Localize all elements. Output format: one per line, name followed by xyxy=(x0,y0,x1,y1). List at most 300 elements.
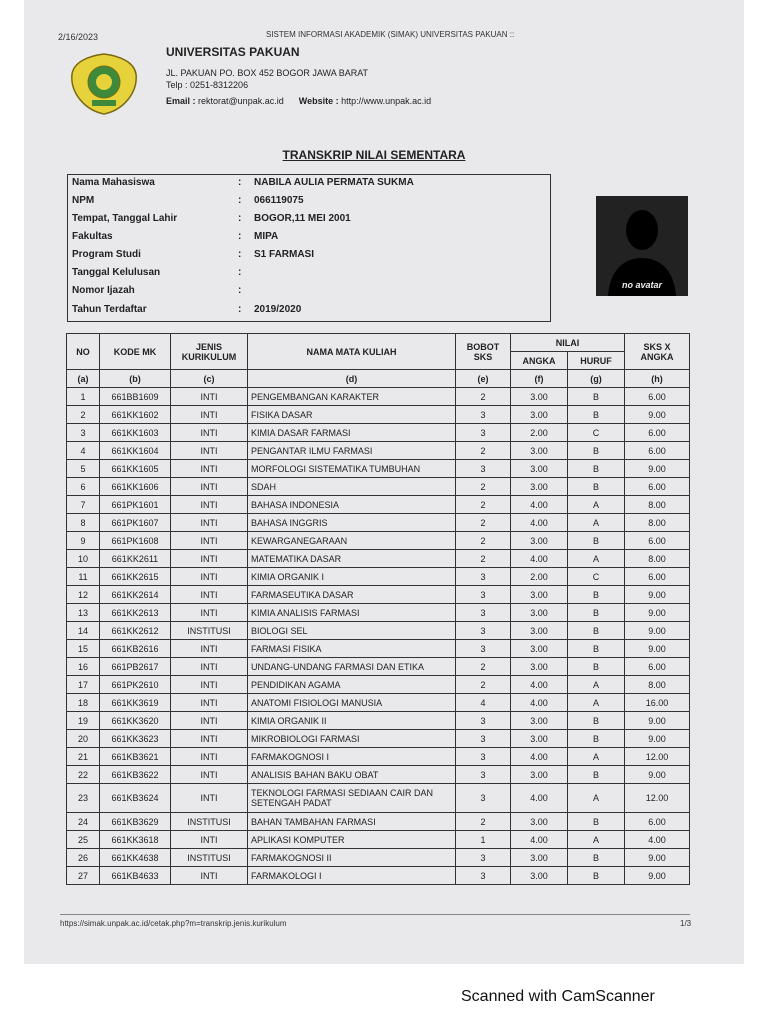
cell-kode: 661KK2615 xyxy=(100,568,171,586)
cell-total: 9.00 xyxy=(625,406,690,424)
cell-no: 22 xyxy=(67,766,100,784)
print-date: 2/16/2023 xyxy=(58,32,99,42)
info-value: MIPA xyxy=(254,231,279,242)
cell-kode: 661KK1606 xyxy=(100,478,171,496)
cell-huruf: A xyxy=(568,550,625,568)
cell-sks: 1 xyxy=(456,831,511,849)
cell-no: 13 xyxy=(67,604,100,622)
cell-kode: 661KK2611 xyxy=(100,550,171,568)
footer-divider xyxy=(60,914,690,915)
cell-kode: 661KB3624 xyxy=(100,784,171,813)
table-row xyxy=(67,478,690,496)
cell-no: 15 xyxy=(67,640,100,658)
cell-no: 23 xyxy=(67,784,100,813)
cell-angka: 4.00 xyxy=(511,784,568,813)
cell-kode: 661KK1603 xyxy=(100,424,171,442)
cell-kode: 661PK1601 xyxy=(100,496,171,514)
avatar-caption: no avatar xyxy=(621,280,663,290)
cell-angka: 3.00 xyxy=(511,730,568,748)
cell-total: 4.00 xyxy=(625,831,690,849)
cell-huruf: B xyxy=(568,406,625,424)
cell-sks: 2 xyxy=(456,388,511,406)
cell-sks: 3 xyxy=(456,406,511,424)
cell-huruf: A xyxy=(568,496,625,514)
cell-jenis: INTI xyxy=(171,496,248,514)
cell-angka: 4.00 xyxy=(511,496,568,514)
letter-cell: (c) xyxy=(171,370,248,388)
cell-kode: 661PK1607 xyxy=(100,514,171,532)
cell-kode: 661KK4638 xyxy=(100,849,171,867)
cell-jenis: INTI xyxy=(171,867,248,885)
info-label: Tahun Terdaftar xyxy=(72,304,147,315)
cell-jenis: INTI xyxy=(171,478,248,496)
cell-nama: KEWARGANEGARAAN xyxy=(248,532,456,550)
table-row xyxy=(67,712,690,730)
table-row xyxy=(67,766,690,784)
table-row xyxy=(67,424,690,442)
university-name: UNIVERSITAS PAKUAN xyxy=(166,45,300,59)
cell-nama: KIMIA ANALISIS FARMASI xyxy=(248,604,456,622)
cell-kode: 661KK3618 xyxy=(100,831,171,849)
cell-jenis: INTI xyxy=(171,460,248,478)
cell-no: 3 xyxy=(67,424,100,442)
cell-huruf: B xyxy=(568,849,625,867)
cell-total: 9.00 xyxy=(625,867,690,885)
cell-sks: 2 xyxy=(456,514,511,532)
cell-jenis: INTI xyxy=(171,730,248,748)
cell-kode: 661KB4633 xyxy=(100,867,171,885)
table-row xyxy=(67,748,690,766)
cell-total: 12.00 xyxy=(625,784,690,813)
cell-nama: FISIKA DASAR xyxy=(248,406,456,424)
letter-cell: (f) xyxy=(511,370,568,388)
student-info-box xyxy=(67,174,551,322)
cell-jenis: INTI xyxy=(171,831,248,849)
info-colon: : xyxy=(238,213,242,224)
cell-angka: 3.00 xyxy=(511,604,568,622)
cell-total: 8.00 xyxy=(625,514,690,532)
cell-kode: 661KK3623 xyxy=(100,730,171,748)
cell-huruf: B xyxy=(568,813,625,831)
grades-body xyxy=(67,388,690,885)
cell-nama: FARMASI FISIKA xyxy=(248,640,456,658)
cell-huruf: B xyxy=(568,586,625,604)
cell-total: 9.00 xyxy=(625,622,690,640)
table-row xyxy=(67,442,690,460)
info-label: Nama Mahasiswa xyxy=(72,177,155,188)
cell-no: 11 xyxy=(67,568,100,586)
info-label: Nomor Ijazah xyxy=(72,285,135,296)
cell-no: 25 xyxy=(67,831,100,849)
letter-cell: (a) xyxy=(67,370,100,388)
cell-angka: 3.00 xyxy=(511,622,568,640)
cell-sks: 2 xyxy=(456,496,511,514)
cell-huruf: B xyxy=(568,604,625,622)
col-nama: NAMA MATA KULIAH xyxy=(248,334,456,370)
cell-angka: 3.00 xyxy=(511,867,568,885)
cell-total: 9.00 xyxy=(625,849,690,867)
cell-kode: 661PB2617 xyxy=(100,658,171,676)
cell-nama: SDAH xyxy=(248,478,456,496)
cell-huruf: B xyxy=(568,442,625,460)
cell-total: 16.00 xyxy=(625,694,690,712)
footer-url: https://simak.unpak.ac.id/cetak.php?m=transkrip.jenis.kurikulum xyxy=(60,919,287,928)
cell-total: 8.00 xyxy=(625,550,690,568)
university-logo xyxy=(68,52,140,116)
cell-sks: 4 xyxy=(456,694,511,712)
info-label: Tempat, Tanggal Lahir xyxy=(72,213,178,224)
cell-sks: 2 xyxy=(456,478,511,496)
cell-jenis: INTI xyxy=(171,388,248,406)
letter-cell: (d) xyxy=(248,370,456,388)
cell-nama: MIKROBIOLOGI FARMASI xyxy=(248,730,456,748)
cell-angka: 3.00 xyxy=(511,478,568,496)
cell-nama: KIMIA ORGANIK II xyxy=(248,712,456,730)
cell-kode: 661KK1605 xyxy=(100,460,171,478)
grades-table xyxy=(66,333,690,885)
cell-angka: 3.00 xyxy=(511,712,568,730)
cell-jenis: INTI xyxy=(171,748,248,766)
info-colon: : xyxy=(238,249,242,260)
cell-total: 8.00 xyxy=(625,496,690,514)
cell-no: 7 xyxy=(67,496,100,514)
cell-kode: 661KK3619 xyxy=(100,694,171,712)
cell-jenis: INTI xyxy=(171,442,248,460)
cell-total: 6.00 xyxy=(625,532,690,550)
cell-huruf: B xyxy=(568,730,625,748)
cell-jenis: INTI xyxy=(171,568,248,586)
cell-jenis: INTI xyxy=(171,424,248,442)
cell-huruf: A xyxy=(568,694,625,712)
cell-huruf: A xyxy=(568,514,625,532)
cell-sks: 3 xyxy=(456,424,511,442)
cell-kode: 661KK2613 xyxy=(100,604,171,622)
cell-jenis: INTI xyxy=(171,406,248,424)
university-address: JL. PAKUAN PO. BOX 452 BOGOR JAWA BARAT xyxy=(166,68,369,78)
cell-sks: 3 xyxy=(456,784,511,813)
cell-total: 9.00 xyxy=(625,586,690,604)
col-sksx: SKS X ANGKA xyxy=(625,334,690,370)
cell-sks: 2 xyxy=(456,676,511,694)
table-row xyxy=(67,676,690,694)
cell-total: 9.00 xyxy=(625,460,690,478)
cell-total: 12.00 xyxy=(625,748,690,766)
info-colon: : xyxy=(238,285,242,296)
cell-angka: 3.00 xyxy=(511,388,568,406)
cell-no: 1 xyxy=(67,388,100,406)
table-row xyxy=(67,460,690,478)
cell-no: 16 xyxy=(67,658,100,676)
info-colon: : xyxy=(238,195,242,206)
table-row xyxy=(67,813,690,831)
cell-sks: 2 xyxy=(456,532,511,550)
cell-huruf: B xyxy=(568,532,625,550)
cell-huruf: B xyxy=(568,388,625,406)
cell-angka: 3.00 xyxy=(511,532,568,550)
scanner-watermark: Scanned with CamScanner xyxy=(461,988,655,1005)
cell-huruf: B xyxy=(568,622,625,640)
cell-sks: 3 xyxy=(456,640,511,658)
cell-total: 6.00 xyxy=(625,658,690,676)
letter-cell: (h) xyxy=(625,370,690,388)
cell-kode: 661BB1609 xyxy=(100,388,171,406)
table-row xyxy=(67,550,690,568)
cell-kode: 661PK2610 xyxy=(100,676,171,694)
table-row xyxy=(67,514,690,532)
cell-huruf: B xyxy=(568,766,625,784)
info-colon: : xyxy=(238,304,242,315)
cell-no: 19 xyxy=(67,712,100,730)
cell-total: 6.00 xyxy=(625,388,690,406)
col-huruf: HURUF xyxy=(568,352,625,370)
cell-nama: APLIKASI KOMPUTER xyxy=(248,831,456,849)
cell-kode: 661KB3629 xyxy=(100,813,171,831)
cell-sks: 3 xyxy=(456,604,511,622)
info-label: Program Studi xyxy=(72,249,141,260)
cell-huruf: A xyxy=(568,676,625,694)
cell-no: 4 xyxy=(67,442,100,460)
cell-jenis: INTI xyxy=(171,550,248,568)
document-title: TRANSKRIP NILAI SEMENTARA xyxy=(282,148,466,162)
cell-jenis: INTI xyxy=(171,604,248,622)
cell-total: 9.00 xyxy=(625,712,690,730)
cell-jenis: INTI xyxy=(171,676,248,694)
cell-kode: 661KB3621 xyxy=(100,748,171,766)
letter-row xyxy=(67,370,690,388)
cell-kode: 661KB2616 xyxy=(100,640,171,658)
cell-no: 21 xyxy=(67,748,100,766)
cell-nama: FARMAKOLOGI I xyxy=(248,867,456,885)
email-address: rektorat@unpak.ac.id xyxy=(198,96,284,106)
cell-kode: 661KK1604 xyxy=(100,442,171,460)
letter-cell: (e) xyxy=(456,370,511,388)
cell-sks: 2 xyxy=(456,550,511,568)
cell-angka: 4.00 xyxy=(511,676,568,694)
cell-angka: 3.00 xyxy=(511,640,568,658)
cell-jenis: INTI xyxy=(171,784,248,813)
table-row xyxy=(67,496,690,514)
cell-no: 10 xyxy=(67,550,100,568)
table-row xyxy=(67,730,690,748)
cell-huruf: C xyxy=(568,424,625,442)
cell-angka: 4.00 xyxy=(511,514,568,532)
col-angka: ANGKA xyxy=(511,352,568,370)
table-row xyxy=(67,640,690,658)
cell-huruf: B xyxy=(568,640,625,658)
col-no: NO xyxy=(67,334,100,370)
table-row xyxy=(67,867,690,885)
cell-total: 6.00 xyxy=(625,813,690,831)
info-label: NPM xyxy=(72,195,95,206)
cell-no: 24 xyxy=(67,813,100,831)
cell-nama: FARMAKOGNOSI I xyxy=(248,748,456,766)
cell-no: 26 xyxy=(67,849,100,867)
cell-sks: 3 xyxy=(456,748,511,766)
cell-total: 6.00 xyxy=(625,478,690,496)
cell-total: 9.00 xyxy=(625,604,690,622)
table-row xyxy=(67,658,690,676)
cell-jenis: INSTITUSI xyxy=(171,813,248,831)
cell-nama: BIOLOGI SEL xyxy=(248,622,456,640)
col-nilai: NILAI xyxy=(511,334,625,352)
table-row xyxy=(67,586,690,604)
table-row xyxy=(67,849,690,867)
cell-sks: 2 xyxy=(456,442,511,460)
cell-sks: 3 xyxy=(456,622,511,640)
col-kode: KODE MK xyxy=(100,334,171,370)
cell-sks: 3 xyxy=(456,712,511,730)
table-row xyxy=(67,388,690,406)
info-value: NABILA AULIA PERMATA SUKMA xyxy=(254,177,414,188)
cell-sks: 3 xyxy=(456,766,511,784)
cell-sks: 3 xyxy=(456,586,511,604)
cell-no: 2 xyxy=(67,406,100,424)
cell-nama: TEKNOLOGI FARMASI SEDIAAN CAIR DAN SETENGAH PADAT xyxy=(248,784,456,813)
cell-no: 8 xyxy=(67,514,100,532)
info-colon: : xyxy=(238,177,242,188)
cell-sks: 3 xyxy=(456,730,511,748)
cell-no: 5 xyxy=(67,460,100,478)
cell-huruf: B xyxy=(568,460,625,478)
letter-cell: (b) xyxy=(100,370,171,388)
cell-angka: 4.00 xyxy=(511,550,568,568)
cell-sks: 3 xyxy=(456,460,511,478)
col-bobot: BOBOT SKS xyxy=(456,334,511,370)
info-label: Fakultas xyxy=(72,231,113,242)
avatar xyxy=(596,196,688,296)
system-name: SISTEM INFORMASI AKADEMIK (SIMAK) UNIVERSITAS PAKUAN :: xyxy=(266,30,515,39)
table-row xyxy=(67,532,690,550)
cell-angka: 4.00 xyxy=(511,694,568,712)
cell-no: 18 xyxy=(67,694,100,712)
cell-angka: 2.00 xyxy=(511,424,568,442)
cell-jenis: INTI xyxy=(171,766,248,784)
cell-jenis: INTI xyxy=(171,658,248,676)
cell-jenis: INTI xyxy=(171,532,248,550)
cell-jenis: INTI xyxy=(171,712,248,730)
cell-nama: KIMIA ORGANIK I xyxy=(248,568,456,586)
cell-angka: 3.00 xyxy=(511,849,568,867)
cell-total: 6.00 xyxy=(625,568,690,586)
info-value: BOGOR,11 MEI 2001 xyxy=(254,213,351,224)
website-label: Website : xyxy=(298,96,339,106)
cell-no: 12 xyxy=(67,586,100,604)
cell-sks: 2 xyxy=(456,658,511,676)
website-url: http://www.unpak.ac.id xyxy=(341,96,432,106)
cell-total: 9.00 xyxy=(625,730,690,748)
table-row xyxy=(67,604,690,622)
cell-no: 20 xyxy=(67,730,100,748)
cell-total: 6.00 xyxy=(625,442,690,460)
cell-nama: MATEMATIKA DASAR xyxy=(248,550,456,568)
cell-nama: MORFOLOGI SISTEMATIKA TUMBUHAN xyxy=(248,460,456,478)
cell-huruf: B xyxy=(568,867,625,885)
cell-huruf: C xyxy=(568,568,625,586)
cell-nama: PENDIDIKAN AGAMA xyxy=(248,676,456,694)
info-value: 066119075 xyxy=(254,195,304,206)
info-value: S1 FARMASI xyxy=(254,249,315,260)
cell-nama: BAHAN TAMBAHAN FARMASI xyxy=(248,813,456,831)
cell-huruf: B xyxy=(568,712,625,730)
cell-jenis: INSTITUSI xyxy=(171,849,248,867)
header-row xyxy=(67,334,690,352)
cell-kode: 661KK3620 xyxy=(100,712,171,730)
cell-no: 9 xyxy=(67,532,100,550)
cell-angka: 4.00 xyxy=(511,831,568,849)
table-row xyxy=(67,568,690,586)
cell-nama: PENGEMBANGAN KARAKTER xyxy=(248,388,456,406)
cell-sks: 3 xyxy=(456,867,511,885)
cell-huruf: B xyxy=(568,658,625,676)
cell-total: 9.00 xyxy=(625,640,690,658)
email-label: Email : xyxy=(166,96,196,106)
cell-jenis: INTI xyxy=(171,586,248,604)
cell-nama: BAHASA INDONESIA xyxy=(248,496,456,514)
cell-no: 27 xyxy=(67,867,100,885)
cell-kode: 661KK2612 xyxy=(100,622,171,640)
cell-jenis: INTI xyxy=(171,514,248,532)
table-row xyxy=(67,622,690,640)
cell-angka: 3.00 xyxy=(511,586,568,604)
cell-nama: KIMIA DASAR FARMASI xyxy=(248,424,456,442)
info-colon: : xyxy=(238,231,242,242)
cell-angka: 3.00 xyxy=(511,406,568,424)
cell-nama: ANATOMI FISIOLOGI MANUSIA xyxy=(248,694,456,712)
cell-total: 9.00 xyxy=(625,766,690,784)
table-row xyxy=(67,406,690,424)
info-colon: : xyxy=(238,267,242,278)
cell-jenis: INTI xyxy=(171,640,248,658)
university-telp: Telp : 0251-8312206 xyxy=(166,80,249,90)
cell-angka: 3.00 xyxy=(511,813,568,831)
cell-nama: BAHASA INGGRIS xyxy=(248,514,456,532)
cell-total: 8.00 xyxy=(625,676,690,694)
letter-cell: (g) xyxy=(568,370,625,388)
cell-no: 17 xyxy=(67,676,100,694)
cell-huruf: A xyxy=(568,784,625,813)
cell-jenis: INTI xyxy=(171,694,248,712)
cell-kode: 661KK2614 xyxy=(100,586,171,604)
cell-kode: 661KK1602 xyxy=(100,406,171,424)
cell-nama: FARMASEUTIKA DASAR xyxy=(248,586,456,604)
col-jenis: JENIS KURIKULUM xyxy=(171,334,248,370)
cell-sks: 2 xyxy=(456,813,511,831)
cell-nama: FARMAKOGNOSI II xyxy=(248,849,456,867)
table-row xyxy=(67,784,690,813)
cell-angka: 3.00 xyxy=(511,442,568,460)
table-row xyxy=(67,831,690,849)
cell-nama: ANALISIS BAHAN BAKU OBAT xyxy=(248,766,456,784)
table-row xyxy=(67,694,690,712)
page-number: 1/3 xyxy=(680,919,692,928)
university-contact xyxy=(166,96,431,106)
cell-huruf: A xyxy=(568,748,625,766)
cell-huruf: A xyxy=(568,831,625,849)
cell-nama: PENGANTAR ILMU FARMASI xyxy=(248,442,456,460)
cell-jenis: INSTITUSI xyxy=(171,622,248,640)
cell-nama: UNDANG-UNDANG FARMASI DAN ETIKA xyxy=(248,658,456,676)
cell-total: 6.00 xyxy=(625,424,690,442)
cell-kode: 661KB3622 xyxy=(100,766,171,784)
cell-no: 14 xyxy=(67,622,100,640)
cell-angka: 3.00 xyxy=(511,766,568,784)
cell-angka: 3.00 xyxy=(511,460,568,478)
cell-no: 6 xyxy=(67,478,100,496)
cell-huruf: B xyxy=(568,478,625,496)
info-value: 2019/2020 xyxy=(254,304,302,315)
cell-kode: 661PK1608 xyxy=(100,532,171,550)
cell-sks: 3 xyxy=(456,849,511,867)
